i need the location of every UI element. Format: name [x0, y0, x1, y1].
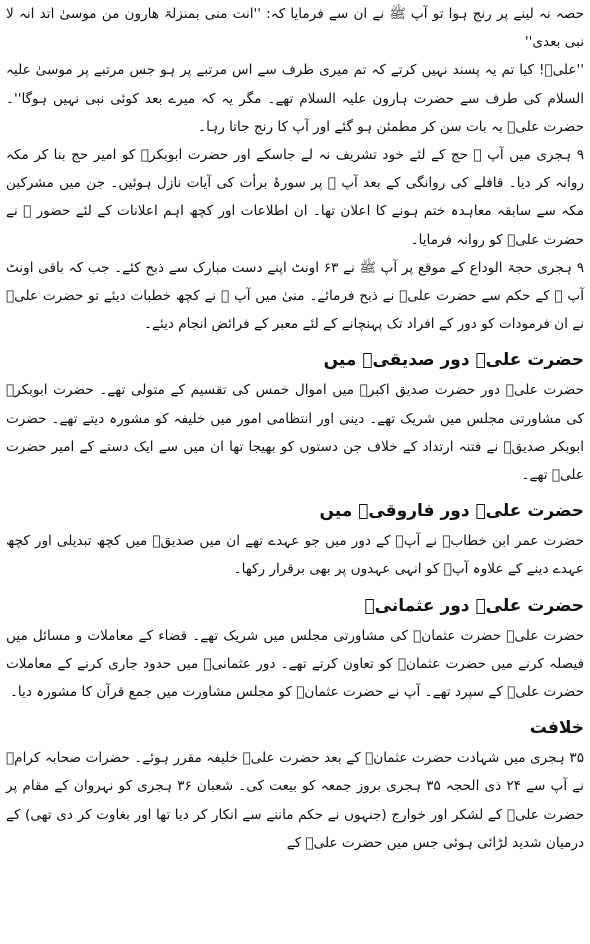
paragraph-hajjatul-wida: ۹ ہجری حجۃ الوداع کے موقع پر آپ ﷺ نے ۶۳ اونٹ اپنے دست مبارک سے ذبح کئے۔ جب کہ باقی اونٹ آپ ﷺ کے حکم سے حضرت علیؓ نے ذبح فرمائے۔ منیٰ میں آپ ﷺ نے کچھ خطبات دیئے تو حضرت علیؓ نے ان فرمودات کو دور کے افراد تک پہنچانے کے لئے معبر کے فرائض انجام دیئے۔: [6, 259, 584, 333]
heading-khilafat: خلافت: [529, 718, 584, 739]
paragraph-daur-siddiqi: حضرت علیؓ دور حضرت صدیق اکبرؓ میں اموال خمس کی تقسیم کے متولی تھے۔ حضرت ابوبکرؓ کی مشاورتی مجلس میں شریک تھے۔ دینی اور انتظامی امور میں خلیفہ کو مشورہ دیتے تھے۔ حضرت ابوبکر صدیقؓ نے فتنہ ارتداد کے خلاف جن دستوں کو بھیجا تھا ان میں سے ایک دستے کے امیر حضرت علیؓ تھے۔: [6, 382, 584, 484]
paragraph-ali-harun-hadith: حصہ نہ لینے پر رنج ہوا تو آپ ﷺ نے ان سے فرمایا کہ: ''انت منی بمنزلۃ ھارون من موسیٰ اتد انہ لا نبی بعدی'': [6, 6, 584, 51]
heading-daur-siddiqi: حضرت علیؓ دور صدیقیؓ میں: [323, 350, 584, 371]
paragraph-khilafat: ۳۵ ہجری میں شہادت حضرت عثمانؓ کے بعد حضرت علیؓ خلیفہ مقرر ہوئے۔ حضرات صحابہ کرامؓ نے آپ سے ۲۴ ذی الحجہ ۳۵ ہجری بروز جمعہ کو بیعت کی۔ شعبان ۳۶ ہجری کو نہروان کے مقام پر حضرت علیؓ کے لشکر اور خوارج (جنہوں نے حکم ماننے سے انکار کر دیا تھا اور بغاوت کر دی تھی) کے درمیان شدید لڑائی ہوئی جس میں حضرت علیؓ کے: [6, 750, 584, 851]
paragraph-hajj-9-hijri: ۹ ہجری میں آپ ﷺ حج کے لئے خود تشریف نہ لے جاسکے اور حضرت ابوبکرؓ کو امیر حج بنا کر مکہ روانہ کر دیا۔ قافلے کی روانگی کے بعد آپ ﷺ پر سورۂ برأت کی آیات نازل ہوئیں۔ جن میں مشرکین مکہ سے سابقہ معاہدہ ختم ہونے کا اعلان تھا۔ ان اطلاعات اور کچھ اہم اعلانات کے لئے حضور ﷺ نے حضرت علیؓ کو روانہ فرمایا۔: [6, 147, 584, 248]
paragraph-daur-usmani: حضرت علیؓ حضرت عثمانؓ کی مشاورتی مجلس میں شریک تھے۔ قضاء کے معاملات و مسائل میں فیصلہ کرنے میں حضرت عثمانؓ کو تعاون کرتے تھے۔ دور عثمانیؓ میں حدود جاری کرنے کے معاملات حضرت علیؓ کے سپرد تھے۔ آپ نے حضرت عثمانؓ کو مجلس مشاورت میں جمع قرآن کا مشورہ دیا۔: [6, 627, 584, 701]
paragraph-ali-harun-explanation: ''علیؓ! کیا تم یہ پسند نہیں کرتے کہ تم میری طرف سے اس مرتبے پر ہو جس مرتبے پر موسیٰ علیہ السلام کی طرف سے حضرت ہارون علیہ السلام تھے۔ مگر یہ کہ میرے بعد کوئی نبی نہیں ہوگا''۔ حضرت علیؓ یہ بات سن کر مطمئن ہو گئے اور آپ کا رنج جاتا رہا۔: [6, 62, 584, 135]
heading-daur-farooqi: حضرت علیؓ دور فاروقیؓ میں: [319, 501, 584, 522]
heading-daur-usmani: حضرت علیؓ دور عثمانیؓ: [364, 595, 584, 616]
paragraph-daur-farooqi: حضرت عمر ابن خطابؓ نے آپؓ کے دور میں جو عہدے تھے ان میں صدیقؓ میں کچھ تبدیلی اور کچھ عہدے دینے کے علاوہ آپؓ کو انہی عہدوں پر بھی برقرار رکھا۔: [6, 533, 584, 578]
